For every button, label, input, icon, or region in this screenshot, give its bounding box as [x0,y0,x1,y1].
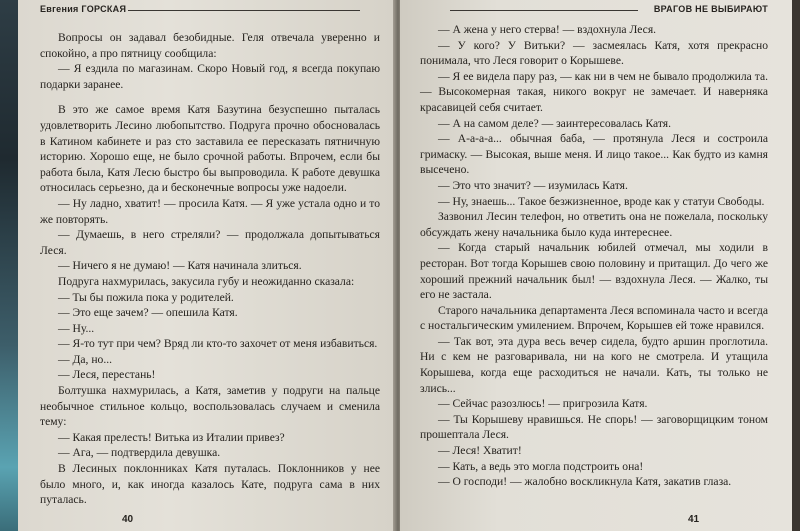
paragraph: — Я ее видела пару раз, — как ни в чем не бывало продолжила та. — Высокомерная такая, никого вокруг не замечает. И наверняка красавицей себя считает. [420,69,768,114]
paragraph: — Это еще зачем? — опешила Катя. [58,306,238,320]
paragraph: — А жена у него стерва! — вздохнула Леся. [438,23,657,36]
section-break [40,92,380,102]
paragraph: — Да, но... [58,352,113,366]
paragraph: — Ничего я не думаю! — Катя начинала злиться. [58,259,302,273]
background-edge [792,0,800,531]
left-page [18,0,396,531]
paragraph: — Когда старый начальник юбилей отмечал, мы ходили в ресторан. Вот тогда Корышев свою половину и притащил. До чего же хороший прежний начальник был! — вздохнула Леся. — Жалко, ты его не застала. [420,241,768,302]
paragraph: — А на самом деле? — заинтересовалась Катя. [438,116,672,130]
page-number-left: 40 [122,514,134,525]
paragraph: — Сейчас разозлюсь! — пригрозила Катя. [438,397,648,411]
paragraph: — О господи! — жалобно воскликнула Катя, закатив глаза. [438,475,732,489]
paragraph: Старого начальника департамента Леся вспоминала часто и всегда с ностальгическим умилением. Впрочем, Корышев ей тоже нравился. [420,303,768,333]
paragraph: — Ну, знаешь... Такое безжизненное, вроде как у статуи Свободы. [438,194,765,208]
left-body-text [40,22,380,508]
paragraph: Болтушка нахмурилась, а Катя, заметив у подруги на пальце необычное стильное кольцо, воспользовалась случаем и сменила тему: [40,384,380,429]
paragraph: — А-а-а-а... обычная баба, — протянула Леся и состроила гримаску. — Высокая, выше меня. И лицо такое... Как будто из камня высечено. [420,132,768,177]
paragraph: — Ты бы пожила пока у родителей. [58,290,234,304]
paragraph: Зазвонил Лесин телефон, но ответить она не пожелала, поскольку обсуждать жену начальника было куда интереснее. [420,210,768,239]
author-name: Евгения ГОРСКАЯ [40,4,127,14]
paragraph: — Ага, — подтвердила девушка. [58,446,221,460]
header-rule [128,10,360,11]
left-running-head [40,0,380,22]
paragraph: — Ты Корышеву нравишься. Не спорь! — заговорщицким тоном прошептала Леся. [420,412,768,442]
paragraph: — Какая прелесть! Витька из Италии привез? [58,430,285,444]
paragraph: — Кать, а ведь это могла подстроить она! [438,459,644,473]
page-number-right: 41 [688,514,700,525]
right-running-head [420,0,768,22]
paragraph: — Я ездила по магазинам. Скоро Новый год, я всегда покупаю подарки заранее. [40,62,380,91]
paragraph: Вопросы он задавал безобидные. Геля отвечала уверенно и спокойно, а про пятницу сообщила: [40,31,380,60]
book-cover-edge [0,0,18,531]
paragraph: — Думаешь, в него стреляли? — продолжала допытываться Леся. [40,228,380,257]
book-title: ВРАГОВ НЕ ВЫБИРАЮТ [653,4,768,14]
paragraph: — Ну... [58,321,95,335]
header-rule [450,10,638,11]
paragraph: В Лесиных поклонниках Катя путалась. Поклонников у нее было много, и, как иногда казалось Кате, подруга сама в них путалась. [40,462,380,507]
paragraph: — Это что значит? — изумилась Катя. [438,178,628,192]
paragraph: — У кого? У Витьки? — засмеялась Катя, хотя прекрасно понимала, что Леся говорит о Корышеве. [420,38,768,68]
paragraph: В это же самое время Катя Базутина безуспешно пыталась удовлетворить Лесино любопытство. Подруга прочно обосновалась в Катином кабинете и раз сто заставила ее пересказать пятничную историю. Хорошо еще, не было срочной работы. Впрочем, если бы работа была, Катя Лесю быстро бы выпроводила. К работе девушка относилась серьезно, да и бесконечные вопросы уже надоели. [40,103,380,195]
paragraph: Подруга нахмурилась, закусила губу и неожиданно сказала: [58,274,355,288]
paragraph: — Так вот, эта дура весь вечер сидела, будто аршин проглотила. Ни с кем не разговаривала, ни на кого не смотрела. И утащила Корышева, когда еще расходиться не начали. Кать, ты только не злись... [420,334,768,395]
paragraph: — Леся! Хватит! [438,444,522,458]
paragraph: — Ну ладно, хватит! — просила Катя. — Я уже устала одно и то же повторять. [40,196,380,226]
paragraph: — Леся, перестань! [58,368,156,382]
right-page [400,0,792,531]
paragraph: — Я-то тут при чем? Вряд ли кто-то захочет от меня избавиться. [58,337,378,351]
right-body-text [420,22,768,490]
